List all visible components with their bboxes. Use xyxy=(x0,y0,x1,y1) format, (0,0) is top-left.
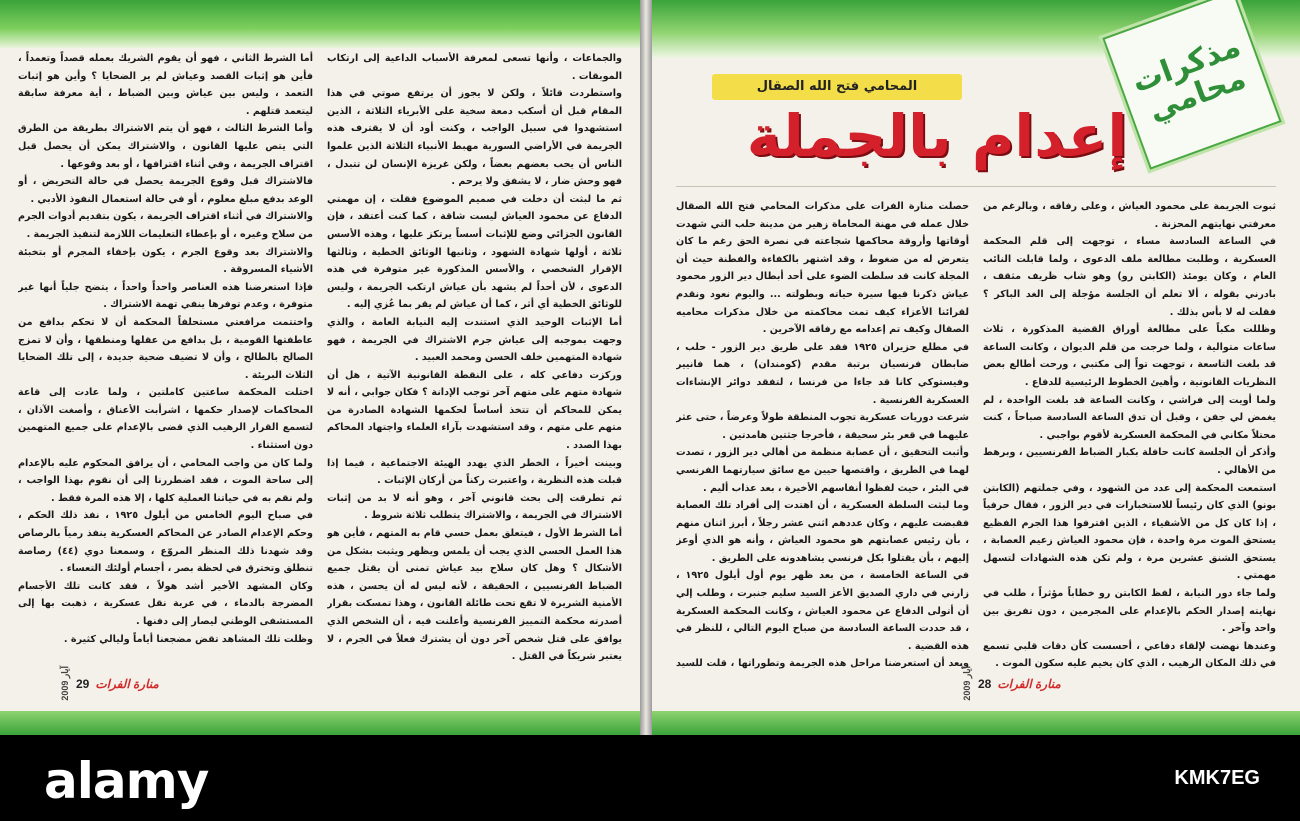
article-columns xyxy=(676,198,1276,673)
right-page xyxy=(652,0,1300,735)
badge-text: مذكرات محامي xyxy=(1127,28,1251,129)
page-footer xyxy=(962,666,1061,701)
author-byline: المحامي فتح الله الصقال xyxy=(712,74,962,100)
page-gutter xyxy=(640,0,652,735)
divider xyxy=(676,186,1276,187)
page-footer xyxy=(60,666,159,701)
page-number: 29 xyxy=(76,676,90,691)
page-number: 28 xyxy=(978,676,992,691)
stock-logo: alamy xyxy=(44,752,209,810)
issue-date: آيار 2009 xyxy=(60,666,70,701)
article-title: إعدام بالجملة xyxy=(746,102,1128,170)
magazine-name: منارة الفرات xyxy=(95,676,159,691)
article-column-2: ثبوت الجريمة على محمود العياش ، وعلى رفاقه ، وبالرغم من معرفتي نهايتهم المحزنة . في الساعة السادسة مساء ، توجهت إلى قلم المحكمة العسكرية ، وطلبت مطالعة ملف الدعوى ، ولما قابلت النائب العام ، وكان يومئذ (الكابتن رو) وهو شاب ظريف مثقف ، بادرني بقوله ، ألا تعلم أن الجلسة مؤجلة إلى الغد الباكر ؟ فقلت له لا بأس بذلك . وظللت مكباً على مطالعة أوراق القضية المذكورة ، ثلاث ساعات متوالية ، ولما خرجت من قلم الديوان ، وكانت الساعة قد بلغت التاسعة ، توجهت تواً إلى مكتبي ، ورحت أطالع بعض النظريات القانونية ، وأهيئ الخطوط الرئيسية للدفاع . ولما أويت إلى فراشي ، وكانت الساعة قد بلغت الواحدة ، لم يغمض لي جفن ، وقبل أن تدق الساعة السادسة صباحاً ، كنت محتلاً مكاني في المحكمة العسكرية لأقوم بواجبي . وأذكر أن الجلسة كانت حافلة بكبار الضباط الفرنسيين ، وبرهط من الأهالي . استمعت المحكمة إلى عدد من الشهود ، وفي جملتهم (الكابتن بونو) الذي كان رئيساً للاستخبارات في دير الزور ، فقال حرفياً ، إذا كان كل من الأشقياء ، الذين اقترفوا هذا الجرم الفظيع يستحق الموت مرة واحدة ، فإن محمود العياش زعيم العصابة ، يستحق الشنق عشرين مرة ، ولم تكن هذه الشهادات لتسهل مهمتي . ولما جاء دور النيابة ، لفظ الكابتن رو خطاباً مؤثراً ، طلب في نهايته إصدار الحكم بالإعدام على المجرمين ، دون تفريق بين واحد وآخر . وعندها نهضت لإلقاء دفاعي ، أحسست كأن دقات قلبي تسمع في ذلك المكان الرهيب ، الذي كان يخيم عليه سكون الموت . xyxy=(983,201,1276,670)
issue-date: آيار 2009 xyxy=(962,666,972,701)
magazine-name: منارة الفرات xyxy=(997,676,1061,691)
article-column-2: والجماعات ، وأنها تسعى لمعرفة الأسباب الداعية إلى ارتكاب الموبقات . واستطردت قائلاً ، ولكن لا يجوز أن يرتفع صوتي في هذا المقام قبل أن أسكب دمعة سخية على الأبرياء الثلاثة ، الذين استشهدوا في سبيل الواجب ، وكنت أود أن لا يقترف هذه الجريمة في الأراضي السورية مهبط الأنبياء الثلاثة الذين علموا الناس أن يحب بعضهم بعضاً ، ولكن غريزة الإنسان لن تتبدل ، فهو وحش ضار ، لا يشفق ولا يرحم . ثم ما لبثت أن دخلت في صميم الموضوع فقلت ، إن مهمتي الدفاع عن محمود العياش ليست شاقة ، كما كنت أعتقد ، فإن القانون الجزائي وضع للإثبات أسساً يرتكز عليها ، وهذه الأسس ثلاثة ، أولها شهادة الشهود ، وثانيها الوثائق الخطية ، وثالثها الإقرار الشخصي ، والأسس المذكورة غير متوفرة في هذه الدعوى ، لأن أحداً لم يشهد بأن عياش ارتكب الجريمة ، وليس للوثائق الخطية أي أثر ، كما أن عياش لم يقر بما عُزي إليه . أما الإثبات الوحيد الذي استندت إليه النيابة العامة ، والذي وجهت بموجبه إلى عياش جرم الاشتراك في الجريمة ، فهو شهادة المتهمين خلف الحسن ومحمد العبيد . وركزت دفاعي كله ، على النقطة القانونية الآتية ، هل أن شهادة متهم على متهم آخر توجب الإدانة ؟ فكان جوابي ، أنه لا يمكن للمحاكم أن تتخذ أساساً لحكمها الشهادة الصادرة من متهم على متهم ، وقد استشهدت بآراء العلماء واجتهاد المحاكم بهذا الصدد . وبينت أخيراً ، الخطر الذي يهدد الهيئة الاجتماعية ، فيما إذا قبلت هذه النظرية ، واعتبرت ركناً من أركان الإثبات . ثم تطرقت إلى بحث قانوني آخر ، وهو أنه لا بد من إثبات الاشتراك في الجريمة ، والاشتراك يتطلب ثلاثة شروط . أما الشرط الأول ، فيتعلق بعمل حسي قام به المتهم ، فأين هو هذا العمل الحسي الذي يجب أن يلمس ويظهر ويثبت بشكل من الأشكال ؟ وهل كان سلاح بيد عياش تمنى أن يقتل جميع الضباط الفرنسيين ، الحقيقة ، لأنه ليس له أن يحسن ، هذه الأمنية الشريرة لا تقع تحت طائلة القانون ، وهذا تمسكت بقرار أصدرته محكمة التمييز الفرنسية وأعلنت فيه ، أن الشخص الذي يوافق على قتل شخص آخر دون أن يشترك فعلاً في الجرم ، لا يعتبر شريكاً في القتل . xyxy=(327,53,622,663)
top-band xyxy=(0,0,640,48)
article-column-1: حصلت منارة الفرات على مذكرات المحامي فتح الله الصقال خلال عمله في مهنة المحاماة زهير من مدينة حلب التي شهدت أوقاتها وأروقة محاكمها شجاعته في نصرة الحق رغم ما كان يتعرض له من ضغوط ، وقد اشتهر بالكفاءة والفطنة حيث أن المجلة كانت قد سلطت الضوء على أحد أبطال دير الزور محمود عياش ذكرنا فيها سيرة حياته وبطولته ... واليوم نعود ونقدم لقرائنا الأعزاء كيف تمت محاكمته من خلال مذكرات محاميه الصقال وكيف تم إعدامه مع رفاقه الآخرين . في مطلع حزيران ١٩٢٥ فقد على طريق دير الزور - حلب ، ضابطان فرنسيان برتبة مقدم (كومندان) ، هما فانيير وفيستوكي كانا قد جاءا من فرنسا ، لتفقد دوائر الإنشاءات العسكرية الفرنسية . شرعت دوريات عسكرية تجوب المنطقة طولاً وعرضاً ، حتى عثر عليهما في قعر بئر سحيقة ، فأخرجا جثتين هامدتين . وأثبت التحقيق ، أن عصابة منظمة من أهالي دير الزور ، تصدت لهما في الطريق ، واقتصها حيين مع سائق سيارتهما الفرنسي في البئر ، حيث لفظوا أنفاسهم الأخيرة ، بعد عذاب أليم . وما لبثت السلطة العسكرية ، أن اهتدت إلى أفراد تلك العصابة فقبضت عليهم ، وكان عددهم اثني عشر رجلاً ، أبرز اثنان منهم ، بأن رئيس عصابتهم هو محمود العياش ، وأنه هو الذي أوعز إليهم ، بأن يقتلوا بكل فرنسي يشاهدونه على الطريق . في الساعة الخامسة ، من بعد ظهر يوم أول أيلول ١٩٢٥ ، زارني في داري الصديق الأعز السيد سليم جنبرت ، وطلب إلي أن أتولى الدفاع عن محمود العياش ، وكانت المحكمة العسكرية ، قد حددت الساعة السادسة من صباح اليوم التالي ، للنظر في هذه القضية . وبعد أن استعرضنا مراحل هذه الجريمة وتطوراتها ، قلت للسيد xyxy=(676,201,969,670)
bottom-band xyxy=(652,711,1300,735)
image-id: KMK7EG xyxy=(1174,767,1260,789)
article-columns xyxy=(18,50,622,683)
article-column-1: أما الشرط الثاني ، فهو أن يقوم الشريك بعمله قصداً وتعمداً ، فأين هو إثبات القصد وعياش لم ير الضحايا ؟ وأين هو إثبات التعمد ، وليس بين عياش وبين الضباط ، أية معرفة سابقة ليتعمد قتلهم . وأما الشرط الثالث ، فهو أن يتم الاشتراك بطريقة من الطرق التي يتص عليها القانون ، والاشتراك يمكن أن يحصل قبل اقتراف الجريمة ، وفي أثناء اقترافها ، أو بعد وقوعها . فالاشتراك قبل وقوع الجريمة يحصل في حالة التحريض ، أو الوعد بدفع مبلغ معلوم ، أو في حالة استعمال النفوذ الأدبي . والاشتراك في أثناء اقتراف الجريمة ، يكون بتقديم أدوات الجرم من سلاح وغيره ، أو بإعطاء التعليمات اللازمة لتنفيذ الجريمة . والاشتراك بعد وقوع الجرم ، يكون بإخفاء المجرم أو بتخبئة الأشياء المسروقة . فإذا استعرضنا هذه العناصر واحداً واحداً ، يتضح جلياً أنها غير متوفرة ، وعدم توفرها ينفي تهمة الاشتراك . واختتمت مرافعتي مستحلفاً المحكمة أن لا تحكم بدافع من عاطفتها القومية ، بل بدافع من عقلها ومنطقها ، وأن لا تمزج الصالح بالطالح ، وأن لا تضيف ضحية جديدة ، إلى تلك الضحايا الثلاث البريئة . اختلت المحكمة ساعتين كاملتين ، ولما عادت إلى قاعة المحاكمات لإصدار حكمها ، اشرأبت الأعناق ، وأصغت الآذان ، لتسمع القرار الرهيب الذي قضى بالإعدام على جميع المتهمين دون استثناء . ولما كان من واجب المحامي ، أن يرافق المحكوم عليه بالإعدام إلى ساحة الموت ، فقد اضطررنا إلى أن نقوم بهذا الواجب ، ولم نقم به في حياتنا العملية كلها ، إلا هذه المرة فقط . في صباح اليوم الخامس من أيلول ١٩٢٥ ، نفذ ذلك الحكم ، وحكم الإعدام الصادر عن المحاكم العسكرية ينفذ رمياً بالرصاص وقد شهدنا ذلك المنظر المروّع ، وسمعنا دوي (٤٤) رصاصة تنطلق وتخترق في لحظة بصر ، أجسام أولئك التعساء . وكان المشهد الأخير أشد هولاً ، فقد كانت تلك الأجسام المضرجة بالدماء ، في عربة نقل عسكرية ، ذهبت بها إلى المستشفى الوطني ليصار إلى دفنها . وظلت تلك المشاهد تقض مضجعنا أياماً وليالي كثيرة . xyxy=(18,53,313,645)
bottom-band xyxy=(0,711,640,735)
left-page xyxy=(0,0,640,735)
